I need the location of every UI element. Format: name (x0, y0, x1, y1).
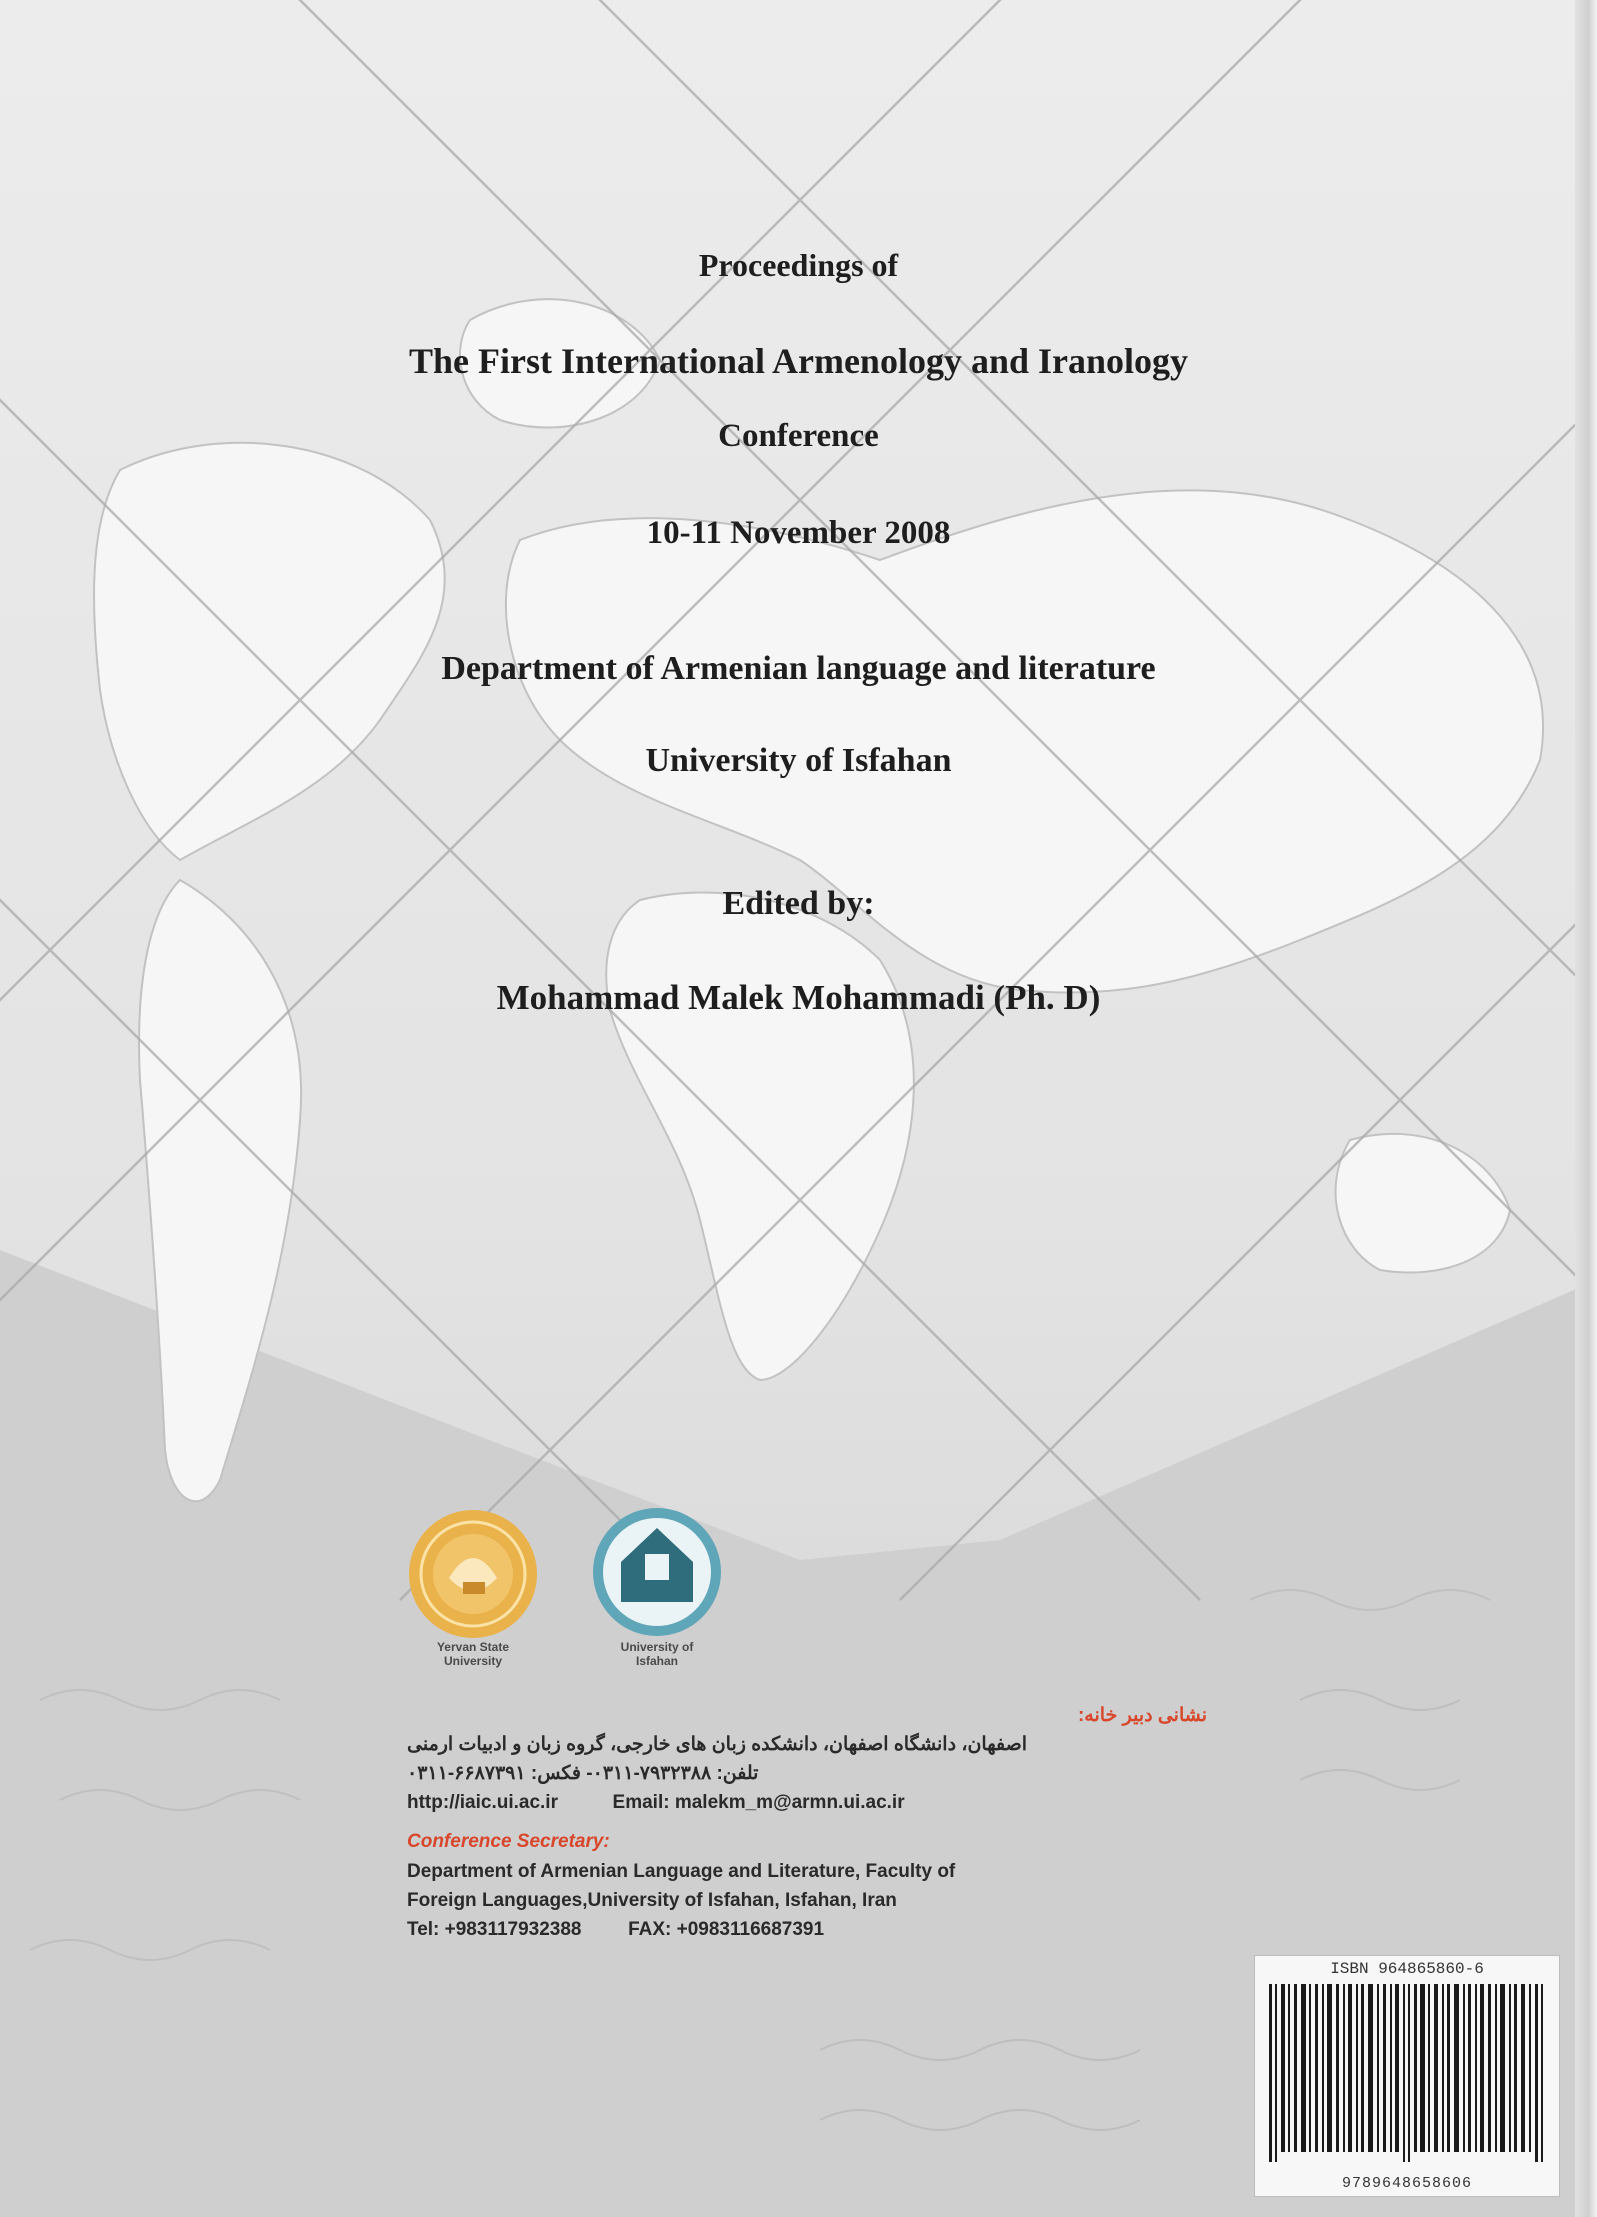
university-name: University of Isfahan (645, 742, 952, 779)
yerevan-caption-line1: Yervan State (436, 1640, 510, 1654)
secretary-address-line1: Department of Armenian Language and Literature, Faculty of (407, 1861, 956, 1882)
web-email-row (407, 1788, 1207, 1817)
university-of-isfahan-logo (582, 1504, 732, 1668)
website-link[interactable]: http://iaic.ui.ac.ir (407, 1792, 558, 1813)
isfahan-emblem-icon (591, 1504, 723, 1640)
barcode-digits: 9789648658606 (1341, 2175, 1473, 2192)
tel-fax-row (407, 1915, 1207, 1944)
conference-dates: 10-11 November 2008 (646, 515, 951, 551)
telephone-number: Tel: +983117932388 (407, 1919, 582, 1940)
proceedings-label: Proceedings of (698, 247, 899, 283)
editor-name: Mohammad Malek Mohammadi (Ph. D) (496, 978, 1101, 1017)
secretary-address-line2: Foreign Languages,University of Isfahan, Isfahan, Iran (407, 1890, 897, 1911)
email-address[interactable]: Email: malekm_m@armn.ui.ac.ir (612, 1792, 905, 1813)
conference-title: The First International Armenology and Iranology (408, 341, 1189, 381)
isfahan-caption-line2: Isfahan (635, 1654, 678, 1668)
yerevan-seal-icon (407, 1508, 539, 1640)
department-name: Department of Armenian language and literature (441, 650, 1156, 687)
isbn-barcode (1254, 1955, 1560, 2197)
isfahan-caption-line1: University of (620, 1640, 694, 1654)
yerevan-caption-line2: University (443, 1654, 503, 1668)
address-fa: اصفهان، دانشگاه اصفهان، دانشکده زبان های خارجی، گروه زبان و ادبیات ارمنی (407, 1734, 1027, 1755)
contact-block (407, 1702, 1207, 1944)
conference-word: Conference (718, 418, 879, 454)
isbn-number: ISBN 964865860-6 (1330, 1960, 1484, 1978)
secretariat-address-heading-fa: نشانی دبیر خانه: (1077, 1705, 1207, 1726)
fax-number: FAX: +0983116687391 (628, 1919, 825, 1940)
phone-fax-fa: تلفن: ۷۹۳۲۳۸۸-۰۳۱۱- فکس: ۶۶۸۷۳۹۱-۰۳۱۱ (407, 1763, 759, 1784)
conference-secretary-heading: Conference Secretary: (407, 1831, 610, 1852)
book-spine-edge (1575, 0, 1597, 2217)
edited-by-label: Edited by: (722, 885, 875, 922)
yerevan-state-university-logo (398, 1508, 548, 1668)
barcode-icon (1267, 1984, 1547, 2162)
